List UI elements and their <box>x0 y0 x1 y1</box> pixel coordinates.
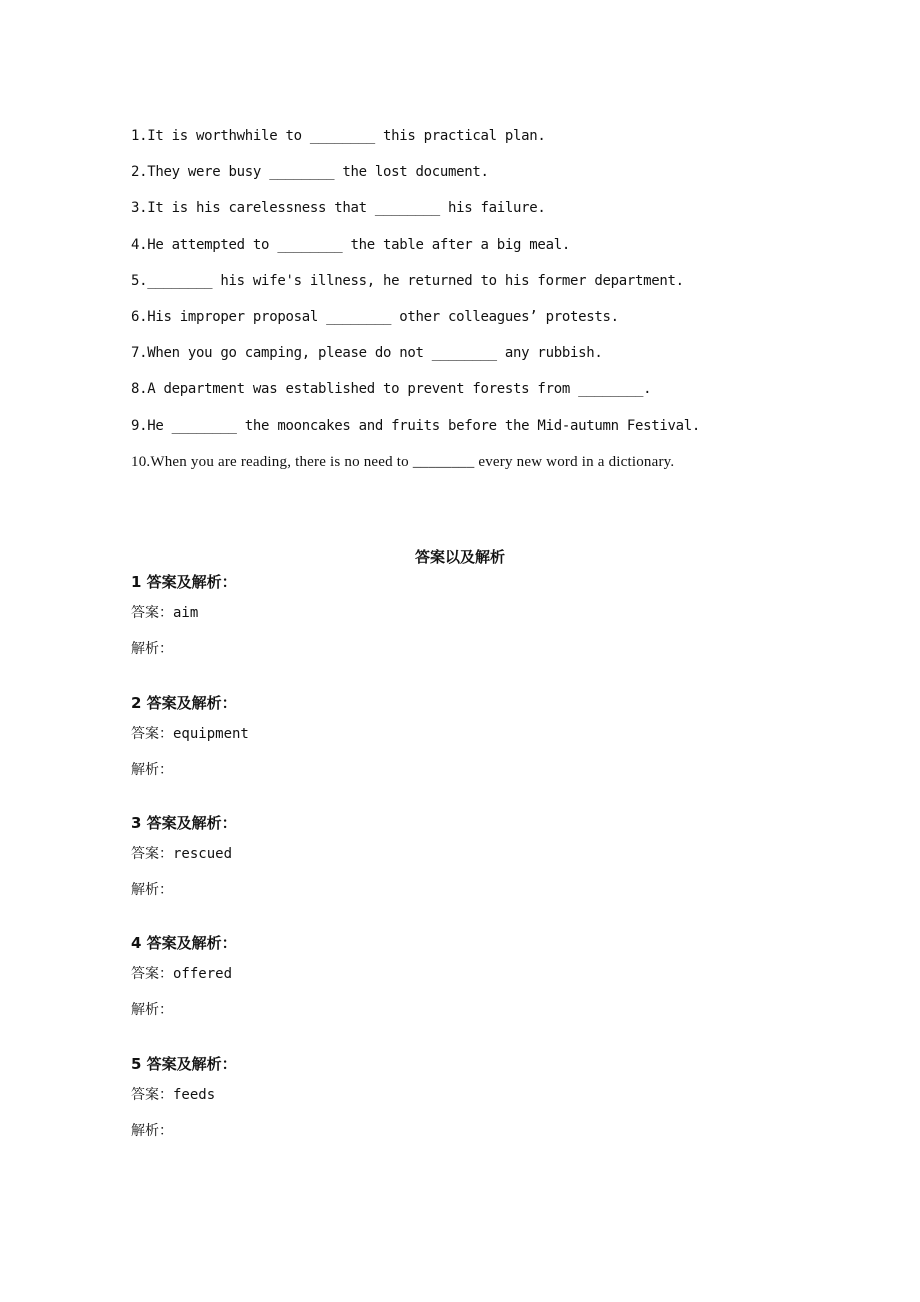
answer-text: 答案：rescued <box>131 846 233 862</box>
answer-text: 答案：offered <box>131 966 233 982</box>
answer-heading: 2 答案及解析： <box>131 694 237 712</box>
answer-block-4 <box>131 933 731 1020</box>
question-2: 2.They were busy ________ the lost document. <box>131 164 489 181</box>
answer-text: 答案：feeds <box>131 1087 216 1103</box>
analysis-text: 解析： <box>131 882 173 898</box>
answer-heading: 3 答案及解析： <box>131 814 237 832</box>
answer-text: 答案：equipment <box>131 726 249 742</box>
question-1: 1.It is worthwhile to ________ this practical plan. <box>131 128 546 144</box>
question-10: 10.When you are reading, there is no need to ________ every new word in a dictionary. <box>131 453 675 470</box>
answer-heading: 1 答案及解析： <box>131 573 237 591</box>
question-8: 8.A department was established to prevent forests from ________. <box>131 381 652 398</box>
answer-heading: 5 答案及解析： <box>131 1055 237 1073</box>
answer-block-1 <box>131 572 731 659</box>
question-list <box>131 118 831 480</box>
analysis-text: 解析： <box>131 1123 173 1139</box>
answer-block-2 <box>131 693 731 780</box>
answer-block-3 <box>131 813 731 900</box>
answer-text: 答案：aim <box>131 605 199 621</box>
question-5: 5.________ his wife's illness, he returned to his former department. <box>131 272 684 289</box>
question-9: 9.He ________ the mooncakes and fruits before the Mid-autumn Festival. <box>131 417 701 434</box>
question-4: 4.He attempted to ________ the table after a big meal. <box>131 236 570 253</box>
answer-block-5 <box>131 1054 731 1141</box>
answer-heading: 4 答案及解析： <box>131 934 237 952</box>
analysis-text: 解析： <box>131 1002 173 1018</box>
analysis-text: 解析： <box>131 641 173 657</box>
question-7: 7.When you go camping, please do not ________ any rubbish. <box>131 345 603 362</box>
answers-section-title: 答案以及解析 <box>414 548 505 566</box>
analysis-text: 解析： <box>131 762 173 778</box>
question-3: 3.It is his carelessness that ________ his failure. <box>131 200 546 217</box>
question-6: 6.His improper proposal ________ other colleagues’ protests. <box>131 308 619 325</box>
